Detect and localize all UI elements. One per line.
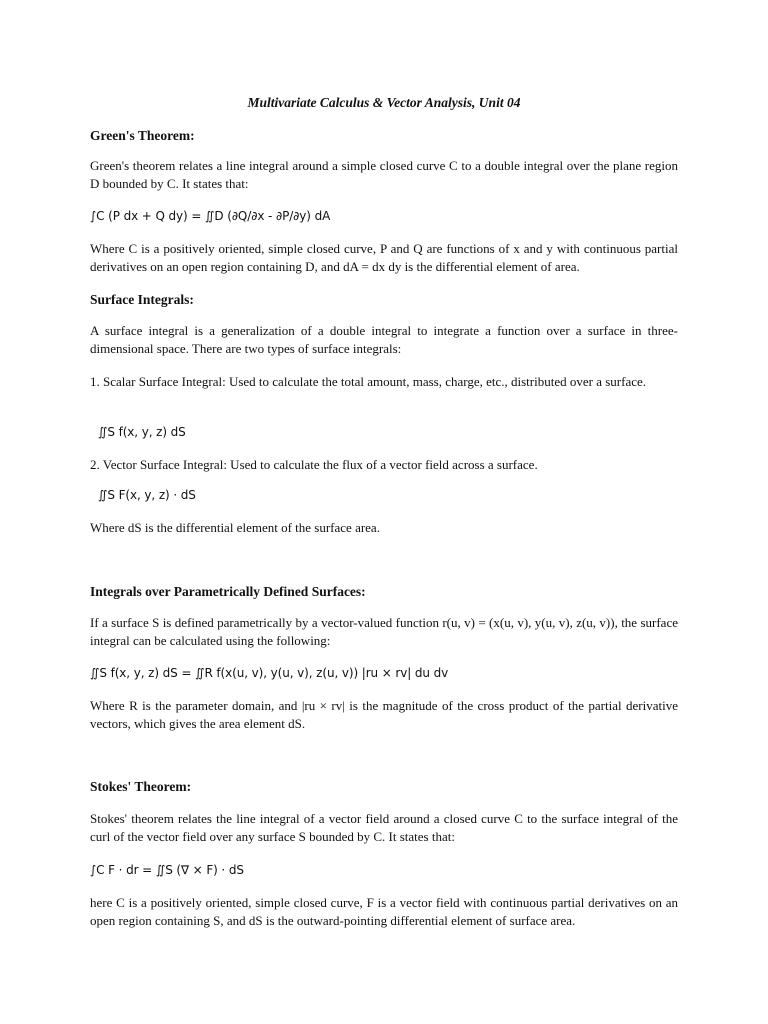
surface-area-note: Where dS is the differential element of the surface area. [90,520,380,535]
scalar-surface-integral-formula: ∬S f(x, y, z) dS [98,425,186,439]
stokes-theorem-explanation: here C is a positively oriented, simple closed curve, F is a vector field with continuous partial derivatives on an open region containing S, and dS is the outward-pointing differential element of surface area. [90,895,678,928]
greens-theorem-intro: Green's theorem relates a line integral around a simple closed curve C to a double integral over the plane region D bounded by C. It states that: [90,158,678,191]
scalar-surface-integral-text: 1. Scalar Surface Integral: Used to calculate the total amount, mass, charge, etc., distributed over a surface. [90,374,647,389]
greens-theorem-heading: Green's Theorem: [90,128,195,143]
parametric-surfaces-heading: Integrals over Parametrically Defined Surfaces: [90,584,366,599]
stokes-theorem-formula: ∫C F · dr = ∬S (∇ × F) · dS [90,863,244,877]
parametric-surfaces-intro: If a surface S is defined parametrically by a vector-valued function r(u, v) = (x(u, v), y(u, v), z(u, v)), the surface integral can be calculated using the following: [90,615,678,648]
surface-integrals-heading: Surface Integrals: [90,292,194,307]
page-title: Multivariate Calculus & Vector Analysis, Unit 04 [247,95,521,110]
stokes-theorem-intro: Stokes' theorem relates the line integral of a vector field around a closed curve C to the surface integral of the curl of the vector field over any surface S bounded by C. It states that: [90,811,678,844]
vector-surface-integral-formula: ∬S F(x, y, z) · dS [98,488,196,502]
stokes-theorem-heading: Stokes' Theorem: [90,779,192,794]
surface-integrals-intro: A surface integral is a generalization of a double integral to integrate a function over a surface in three-dimensional space. There are two types of surface integrals: [90,323,678,356]
parametric-surfaces-explanation: Where R is the parameter domain, and |ru × rv| is the magnitude of the cross product of the partial derivative vectors, which gives the area element dS. [90,698,678,731]
greens-theorem-explanation: Where C is a positively oriented, simple closed curve, P and Q are functions of x and y with continuous partial derivatives on an open region containing D, and dA = dx dy is the differential element of area. [90,241,678,274]
vector-surface-integral-text: 2. Vector Surface Integral: Used to calculate the flux of a vector field across a surface. [90,457,538,472]
greens-theorem-formula: ∫C (P dx + Q dy) = ∬D (∂Q/∂x - ∂P/∂y) dA [90,209,331,223]
parametric-surfaces-formula: ∬S f(x, y, z) dS = ∬R f(x(u, v), y(u, v), z(u, v)) |ru × rv| du dv [90,666,449,680]
